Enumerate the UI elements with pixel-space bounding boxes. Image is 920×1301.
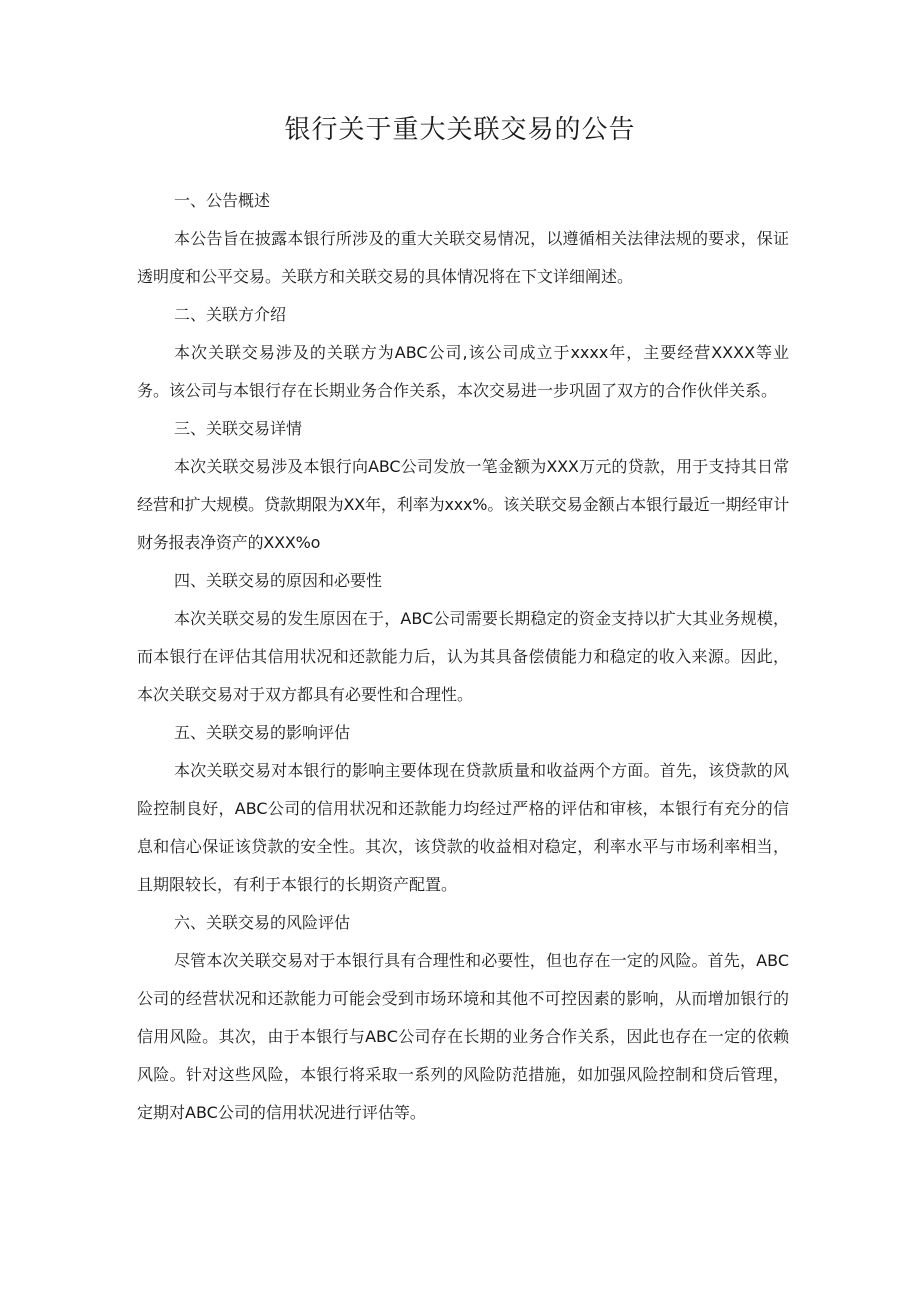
section-heading-overview: 一、公告概述 [174,191,271,210]
section-body-reasons: 本次关联交易的发生原因在于，ABC公司需要长期稳定的资金支持以扩大其业务规模，而本银行在评估其信用状况和还款能力后，认为其具备偿债能力和稳定的收入来源。因此，本次关联交易对于双方都具有必要性和合理性。 [137,609,789,704]
document-title: 银行关于重大关联交易的公告 [284,115,636,145]
section-heading-related-party: 二、关联方介绍 [174,305,287,324]
section-body-transaction-details: 本次关联交易涉及本银行向ABC公司发放一笔金额为XXX万元的贷款，用于支持其日常经营和扩大规模。贷款期限为XX年，利率为xxx%。该关联交易金额占本银行最近一期经审计财务报表净资产的XXX%o [137,457,789,552]
section-heading-reasons: 四、关联交易的原因和必要性 [174,571,383,590]
document-body [137,182,789,1132]
section-body-related-party: 本次关联交易涉及的关联方为ABC公司,该公司成立于xxxx年，主要经营XXXX等业务。该公司与本银行存在长期业务合作关系，本次交易进一步巩固了双方的合作伙伴关系。 [137,343,789,400]
section-body-impact: 本次关联交易对本银行的影响主要体现在贷款质量和收益两个方面。首先，该贷款的风险控制良好，ABC公司的信用状况和还款能力均经过严格的评估和审核，本银行有充分的信息和信心保证该贷款的安全性。其次，该贷款的收益相对稳定，利率水平与市场利率相当，且期限较长，有利于本银行的长期资产配置。 [137,761,789,894]
section-heading-impact: 五、关联交易的影响评估 [174,723,351,742]
section-body-overview: 本公告旨在披露本银行所涉及的重大关联交易情况，以遵循相关法律法规的要求，保证透明度和公平交易。关联方和关联交易的具体情况将在下文详细阐述。 [137,229,789,286]
section-heading-risk: 六、关联交易的风险评估 [174,913,351,932]
section-body-risk: 尽管本次关联交易对于本银行具有合理性和必要性，但也存在一定的风险。首先，ABC公司的经营状况和还款能力可能会受到市场环境和其他不可控因素的影响，从而增加银行的信用风险。其次，由于本银行与ABC公司存在长期的业务合作关系，因此也存在一定的依赖风险。针对这些风险，本银行将采取一系列的风险防范措施，如加强风险控制和贷后管理，定期对ABC公司的信用状况进行评估等。 [137,951,789,1122]
section-heading-transaction-details: 三、关联交易详情 [174,419,303,438]
